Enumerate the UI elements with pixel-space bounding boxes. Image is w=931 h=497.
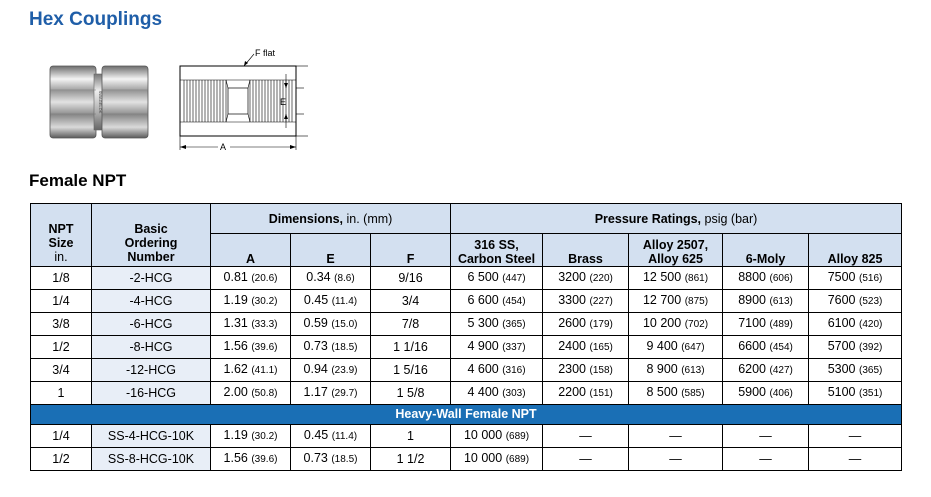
- cell-part-number: -12-HCG: [92, 359, 211, 382]
- col-header-ordering-number: Basic Ordering Number: [92, 204, 211, 267]
- cell-a: 1.19 (30.2): [211, 290, 291, 313]
- cell-size: 1/4: [31, 290, 92, 313]
- cell-6moly: 6200 (427): [723, 359, 809, 382]
- cell-size: 1/2: [31, 448, 92, 471]
- cell-brass: 2400 (165): [543, 336, 629, 359]
- cell-alloy825: —: [809, 448, 902, 471]
- cell-alloy2507: 8 500 (585): [629, 382, 723, 405]
- cell-e: 0.45 (11.4): [291, 425, 371, 448]
- cell-brass: 3200 (220): [543, 267, 629, 290]
- table-row: [31, 425, 902, 448]
- cell-alloy2507: —: [629, 425, 723, 448]
- cell-alloy2507: 12 700 (875): [629, 290, 723, 313]
- table-row: [31, 290, 902, 313]
- cell-316ss: 4 600 (316): [451, 359, 543, 382]
- cell-316ss: 5 300 (365): [451, 313, 543, 336]
- cell-part-number: -16-HCG: [92, 382, 211, 405]
- cell-size: 3/4: [31, 359, 92, 382]
- cell-brass: 2600 (179): [543, 313, 629, 336]
- cell-f: 1: [371, 425, 451, 448]
- coupling-photo: [48, 64, 158, 140]
- cell-f: 3/4: [371, 290, 451, 313]
- cell-e: 0.45 (11.4): [291, 290, 371, 313]
- table-row: [31, 448, 902, 471]
- cell-size: 1/2: [31, 336, 92, 359]
- heavy-wall-band: [31, 405, 902, 425]
- cell-a: 1.56 (39.6): [211, 336, 291, 359]
- cell-a: 1.19 (30.2): [211, 425, 291, 448]
- col-header-f: F: [371, 234, 451, 267]
- cell-alloy825: 7500 (516): [809, 267, 902, 290]
- dimensions-group-header: Dimensions, in. (mm): [211, 204, 451, 234]
- cell-part-number: -6-HCG: [92, 313, 211, 336]
- col-header-alloy825: Alloy 825: [809, 234, 902, 267]
- col-header-316ss: 316 SS, Carbon Steel: [451, 234, 543, 267]
- heavy-wall-title: Heavy-Wall Female NPT: [31, 405, 902, 425]
- cell-316ss: 10 000 (689): [451, 425, 543, 448]
- cell-size: 1: [31, 382, 92, 405]
- cell-alloy825: —: [809, 425, 902, 448]
- table-row: [31, 267, 902, 290]
- f-flat-label: F flat: [255, 48, 276, 58]
- cell-a: 2.00 (50.8): [211, 382, 291, 405]
- cell-f: 1 1/2: [371, 448, 451, 471]
- cell-316ss: 4 900 (337): [451, 336, 543, 359]
- cell-part-number: -4-HCG: [92, 290, 211, 313]
- table-row: [31, 336, 902, 359]
- a-dimension-label: A: [220, 142, 227, 152]
- cell-part-number: SS-8-HCG-10K: [92, 448, 211, 471]
- cell-a: 1.56 (39.6): [211, 448, 291, 471]
- col-header-npt-size: NPT Size in.: [31, 204, 92, 267]
- col-header-brass: Brass: [543, 234, 629, 267]
- cell-316ss: 10 000 (689): [451, 448, 543, 471]
- cell-alloy825: 5100 (351): [809, 382, 902, 405]
- cell-size: 3/8: [31, 313, 92, 336]
- cell-brass: 2200 (151): [543, 382, 629, 405]
- cell-alloy825: 5300 (365): [809, 359, 902, 382]
- cell-e: 1.17 (29.7): [291, 382, 371, 405]
- cell-6moly: —: [723, 425, 809, 448]
- cell-brass: 3300 (227): [543, 290, 629, 313]
- cell-alloy825: 5700 (392): [809, 336, 902, 359]
- cell-size: 1/8: [31, 267, 92, 290]
- pressure-group-header: Pressure Ratings, psig (bar): [451, 204, 902, 234]
- cell-alloy2507: —: [629, 448, 723, 471]
- cell-e: 0.73 (18.5): [291, 336, 371, 359]
- section-title: Female NPT: [29, 171, 127, 190]
- cell-6moly: 6600 (454): [723, 336, 809, 359]
- col-header-e: E: [291, 234, 371, 267]
- page-title: Hex Couplings: [29, 9, 163, 30]
- cell-316ss: 4 400 (303): [451, 382, 543, 405]
- table-row: [31, 313, 902, 336]
- col-header-alloy2507: Alloy 2507, Alloy 625: [629, 234, 723, 267]
- cell-brass: —: [543, 448, 629, 471]
- cell-alloy2507: 10 200 (702): [629, 313, 723, 336]
- cell-a: 1.31 (33.3): [211, 313, 291, 336]
- cell-f: 7/8: [371, 313, 451, 336]
- cell-alloy2507: 8 900 (613): [629, 359, 723, 382]
- table-row: [31, 382, 902, 405]
- e-dimension-label: E: [280, 97, 287, 107]
- cell-alloy825: 7600 (523): [809, 290, 902, 313]
- col-header-6moly: 6-Moly: [723, 234, 809, 267]
- cell-f: 9/16: [371, 267, 451, 290]
- cell-brass: —: [543, 425, 629, 448]
- cell-e: 0.34 (8.6): [291, 267, 371, 290]
- cell-f: 1 1/16: [371, 336, 451, 359]
- cell-6moly: 5900 (406): [723, 382, 809, 405]
- coupling-drawing: [170, 44, 310, 156]
- cell-316ss: 6 600 (454): [451, 290, 543, 313]
- cell-6moly: 7100 (489): [723, 313, 809, 336]
- cell-6moly: 8900 (613): [723, 290, 809, 313]
- cell-e: 0.94 (23.9): [291, 359, 371, 382]
- col-header-a: A: [211, 234, 291, 267]
- spec-table: [30, 203, 902, 471]
- cell-alloy825: 6100 (420): [809, 313, 902, 336]
- cell-alloy2507: 9 400 (647): [629, 336, 723, 359]
- cell-brass: 2300 (158): [543, 359, 629, 382]
- cell-6moly: 8800 (606): [723, 267, 809, 290]
- cell-a: 0.81 (20.6): [211, 267, 291, 290]
- cell-alloy2507: 12 500 (861): [629, 267, 723, 290]
- cell-e: 0.59 (15.0): [291, 313, 371, 336]
- cell-6moly: —: [723, 448, 809, 471]
- photo-marking: SWAGELOK: [98, 90, 103, 114]
- cell-part-number: SS-4-HCG-10K: [92, 425, 211, 448]
- cell-f: 1 5/16: [371, 359, 451, 382]
- cell-e: 0.73 (18.5): [291, 448, 371, 471]
- cell-part-number: -2-HCG: [92, 267, 211, 290]
- cell-size: 1/4: [31, 425, 92, 448]
- cell-a: 1.62 (41.1): [211, 359, 291, 382]
- cell-part-number: -8-HCG: [92, 336, 211, 359]
- cell-316ss: 6 500 (447): [451, 267, 543, 290]
- cell-f: 1 5/8: [371, 382, 451, 405]
- table-row: [31, 359, 902, 382]
